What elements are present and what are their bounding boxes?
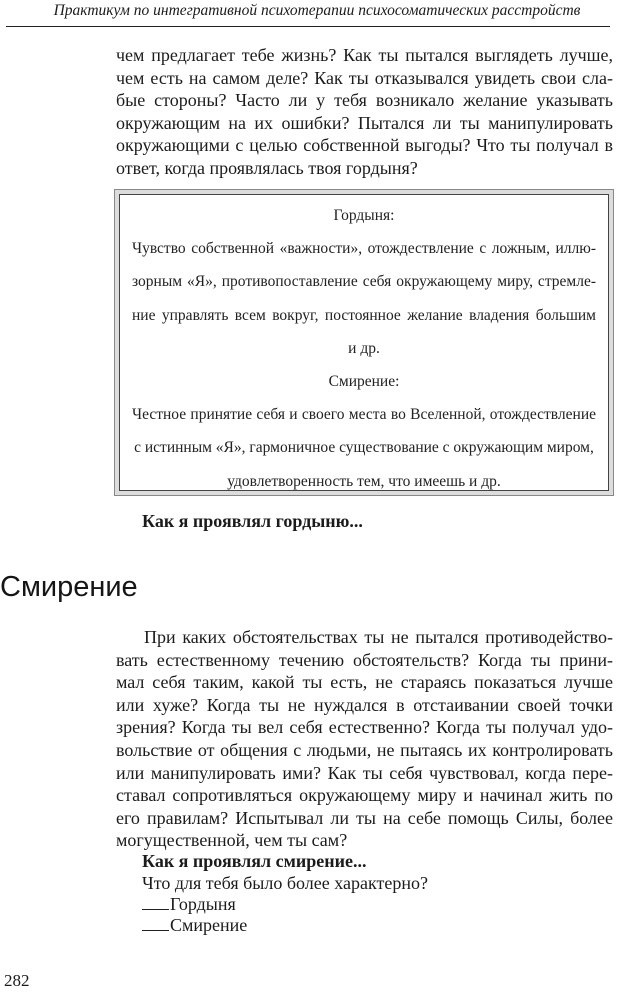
answer-blank[interactable] [142, 895, 169, 910]
text-line: или манипулировать ими? Как ты себя чувствовал, когда пере- [116, 762, 613, 783]
text-line: чем предлагает тебе жизнь? Как ты пытался выглядеть лучше, [116, 45, 613, 65]
humility-line: с истинным «Я», гармоничное существование с окружающим миром, [134, 439, 594, 457]
intro-paragraph [116, 44, 613, 180]
pride-line: и др. [348, 339, 380, 357]
definition-box [114, 189, 614, 496]
option-label: Смирение [170, 915, 248, 935]
text-line: ставал сопротивляться окружающему миру и начинал жить по [116, 785, 613, 806]
text-line: ответ, когда проявлялась твоя гордыня? [116, 157, 418, 178]
text-line: мал себя таким, какой ты есть, не стараясь показаться лучше [116, 672, 613, 693]
text-line: При каких обстоятельствах ты не пытался противодейство- [144, 627, 613, 647]
pride-line: ние управлять всем вокруг, постоянное желание владения большим [132, 306, 596, 324]
text-line: вать естественному течению обстоятельств? Когда ты прини- [116, 649, 613, 670]
question-text: Что для тебя было более характерно? [142, 873, 428, 893]
text-line: чем есть на самом деле? Как ты отказывался увидеть свои сла- [116, 67, 613, 88]
pride-title: Гордыня: [333, 207, 395, 224]
text-line: вольствие от общения с людьми, не пытаясь их контролировать [116, 739, 613, 760]
text-line: его правилам? Испытывал ли ты на себе помощь Силы, более [116, 807, 613, 828]
text-line: могущественной, чем ты сам? [116, 830, 348, 851]
option-humility [142, 914, 247, 936]
humility-paragraph [116, 626, 613, 852]
definition-text [132, 199, 596, 498]
pride-line: Чувство собственной «важности», отождествление с ложным, иллю- [132, 240, 596, 258]
pride-prompt: Как я проявлял гордыню... [142, 511, 363, 531]
humility-line: удовлетворенность тем, что имеешь и др. [227, 472, 501, 490]
pride-line: зорным «Я», противопоставление себя окружающему миру, стремле- [132, 273, 596, 291]
humility-title: Смирение: [328, 373, 400, 391]
running-head: Практикум по интегративной психотерапии психосоматических расстройств [53, 2, 581, 19]
section-heading: Смирение [0, 571, 138, 603]
text-line: или хуже? Когда ты не нуждался в отстаивании своей точки [116, 694, 613, 715]
option-label: Гордыня [170, 894, 236, 914]
text-line: зрения? Когда ты вел себя естественно? Когда ты получал удо- [116, 717, 613, 738]
humility-prompt: Как я проявлял смирение... [142, 851, 367, 871]
text-line: бые стороны? Часто ли у тебя возникало желание указывать [116, 90, 613, 111]
answer-blank[interactable] [142, 916, 169, 931]
humility-line: Честное принятие себя и своего места во Вселенной, отождествление [132, 406, 596, 424]
page-number: 282 [4, 971, 30, 990]
definition-box-inner [119, 194, 609, 491]
text-line: окружающими с целью собственной выгоды? Что ты получал в [116, 135, 613, 156]
header-rule [6, 26, 610, 27]
text-line: окружающим на их ошибки? Пытался ли ты манипулировать [116, 112, 613, 133]
option-pride [142, 893, 236, 915]
